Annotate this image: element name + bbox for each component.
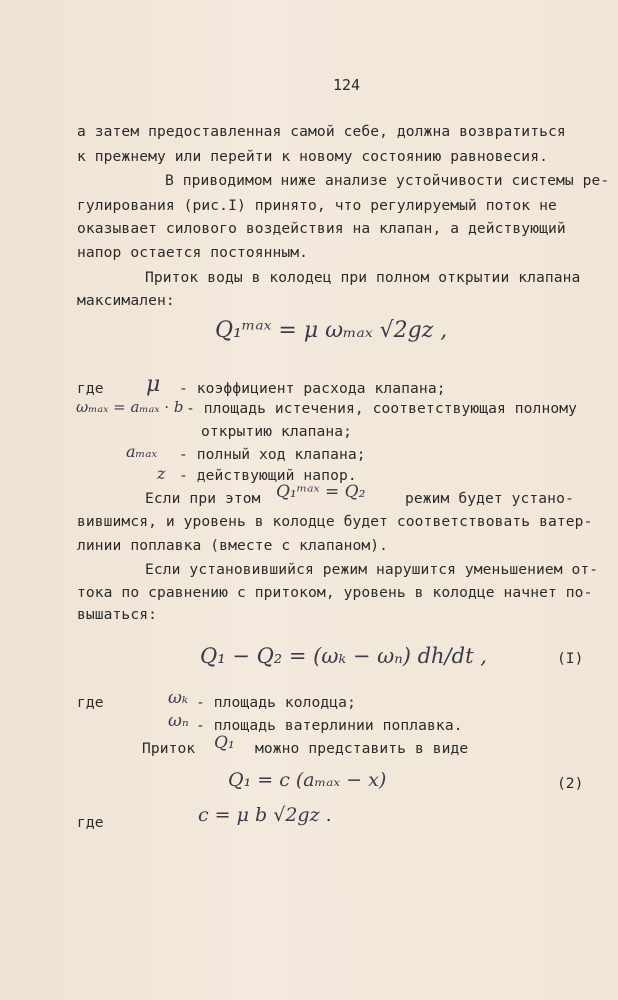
- symbol-z: z: [157, 464, 166, 483]
- symbol-mu: μ: [146, 372, 161, 397]
- definition-line: - полный ход клапана;: [179, 446, 366, 463]
- text-line: оказывает силового воздействия на клапан, а действующий: [77, 220, 566, 237]
- definition-line: - площадь истечения, соответствующая полному: [186, 400, 577, 417]
- where-label: где: [77, 814, 104, 831]
- symbol-omega-k: ωₖ: [168, 688, 189, 708]
- text-line: тока по сравнению с притоком, уровень в колодце начнет по-: [77, 584, 593, 601]
- symbol-a-max: aₘₐₓ: [126, 442, 158, 461]
- definition-line: - площадь ватерлинии поплавка.: [196, 717, 463, 734]
- text-line: вышаться:: [77, 606, 157, 623]
- text-line: вившимся, и уровень в колодце будет соответствовать ватер-: [77, 513, 593, 530]
- definition-line: - коэффициент расхода клапана;: [179, 380, 446, 397]
- where-label: где: [77, 694, 104, 711]
- text-line: Приток: [142, 740, 196, 757]
- text-line: Если установившийся режим нарушится уменьшением от-: [145, 561, 599, 578]
- equation-number-2: (2): [557, 775, 584, 792]
- text-line: Если при этом: [145, 490, 261, 507]
- symbol-q1: Q₁: [214, 733, 235, 753]
- definition-line: - действующий напор.: [179, 467, 357, 484]
- symbol-omega-max: ωₘₐₓ = aₘₐₓ · b: [76, 398, 184, 416]
- definition-line: открытию клапана;: [201, 423, 353, 440]
- text-line: можно представить в виде: [255, 740, 469, 757]
- page-number: 124: [333, 76, 361, 94]
- formula-equation-1: Q₁ − Q₂ = (ωₖ − ωₙ) dh/dt ,: [200, 644, 487, 668]
- definition-line: - площадь колодца;: [196, 694, 356, 711]
- text-line: к прежнему или перейти к новому состоянию равновесия.: [77, 148, 548, 165]
- text-line: максимален:: [77, 292, 175, 309]
- text-line: В приводимом ниже анализе устойчивости системы ре-: [165, 172, 610, 189]
- formula-c: c = μ b √2gz .: [198, 804, 332, 826]
- formula-steady-condition: Q₁ᵐᵃˣ = Q₂: [276, 482, 366, 502]
- equation-number-1: (I): [557, 650, 584, 667]
- text-line: а затем предоставленная самой себе, должна возвратиться: [77, 123, 566, 140]
- text-line: Приток воды в колодец при полном открытии клапана: [145, 269, 581, 286]
- formula-inflow-max: Q₁ᵐᵃˣ = μ ωₘₐₓ √2gz ,: [215, 318, 448, 343]
- text-line: гулирования (рис.I) принято, что регулируемый поток не: [77, 197, 557, 214]
- formula-equation-2: Q₁ = c (aₘₐₓ − x): [228, 769, 387, 791]
- text-line: режим будет устано-: [405, 490, 574, 507]
- text-line: напор остается постоянным.: [77, 244, 309, 261]
- where-label: где: [77, 380, 104, 397]
- text-line: линии поплавка (вместе с клапаном).: [77, 537, 389, 554]
- symbol-omega-n: ωₙ: [168, 711, 189, 731]
